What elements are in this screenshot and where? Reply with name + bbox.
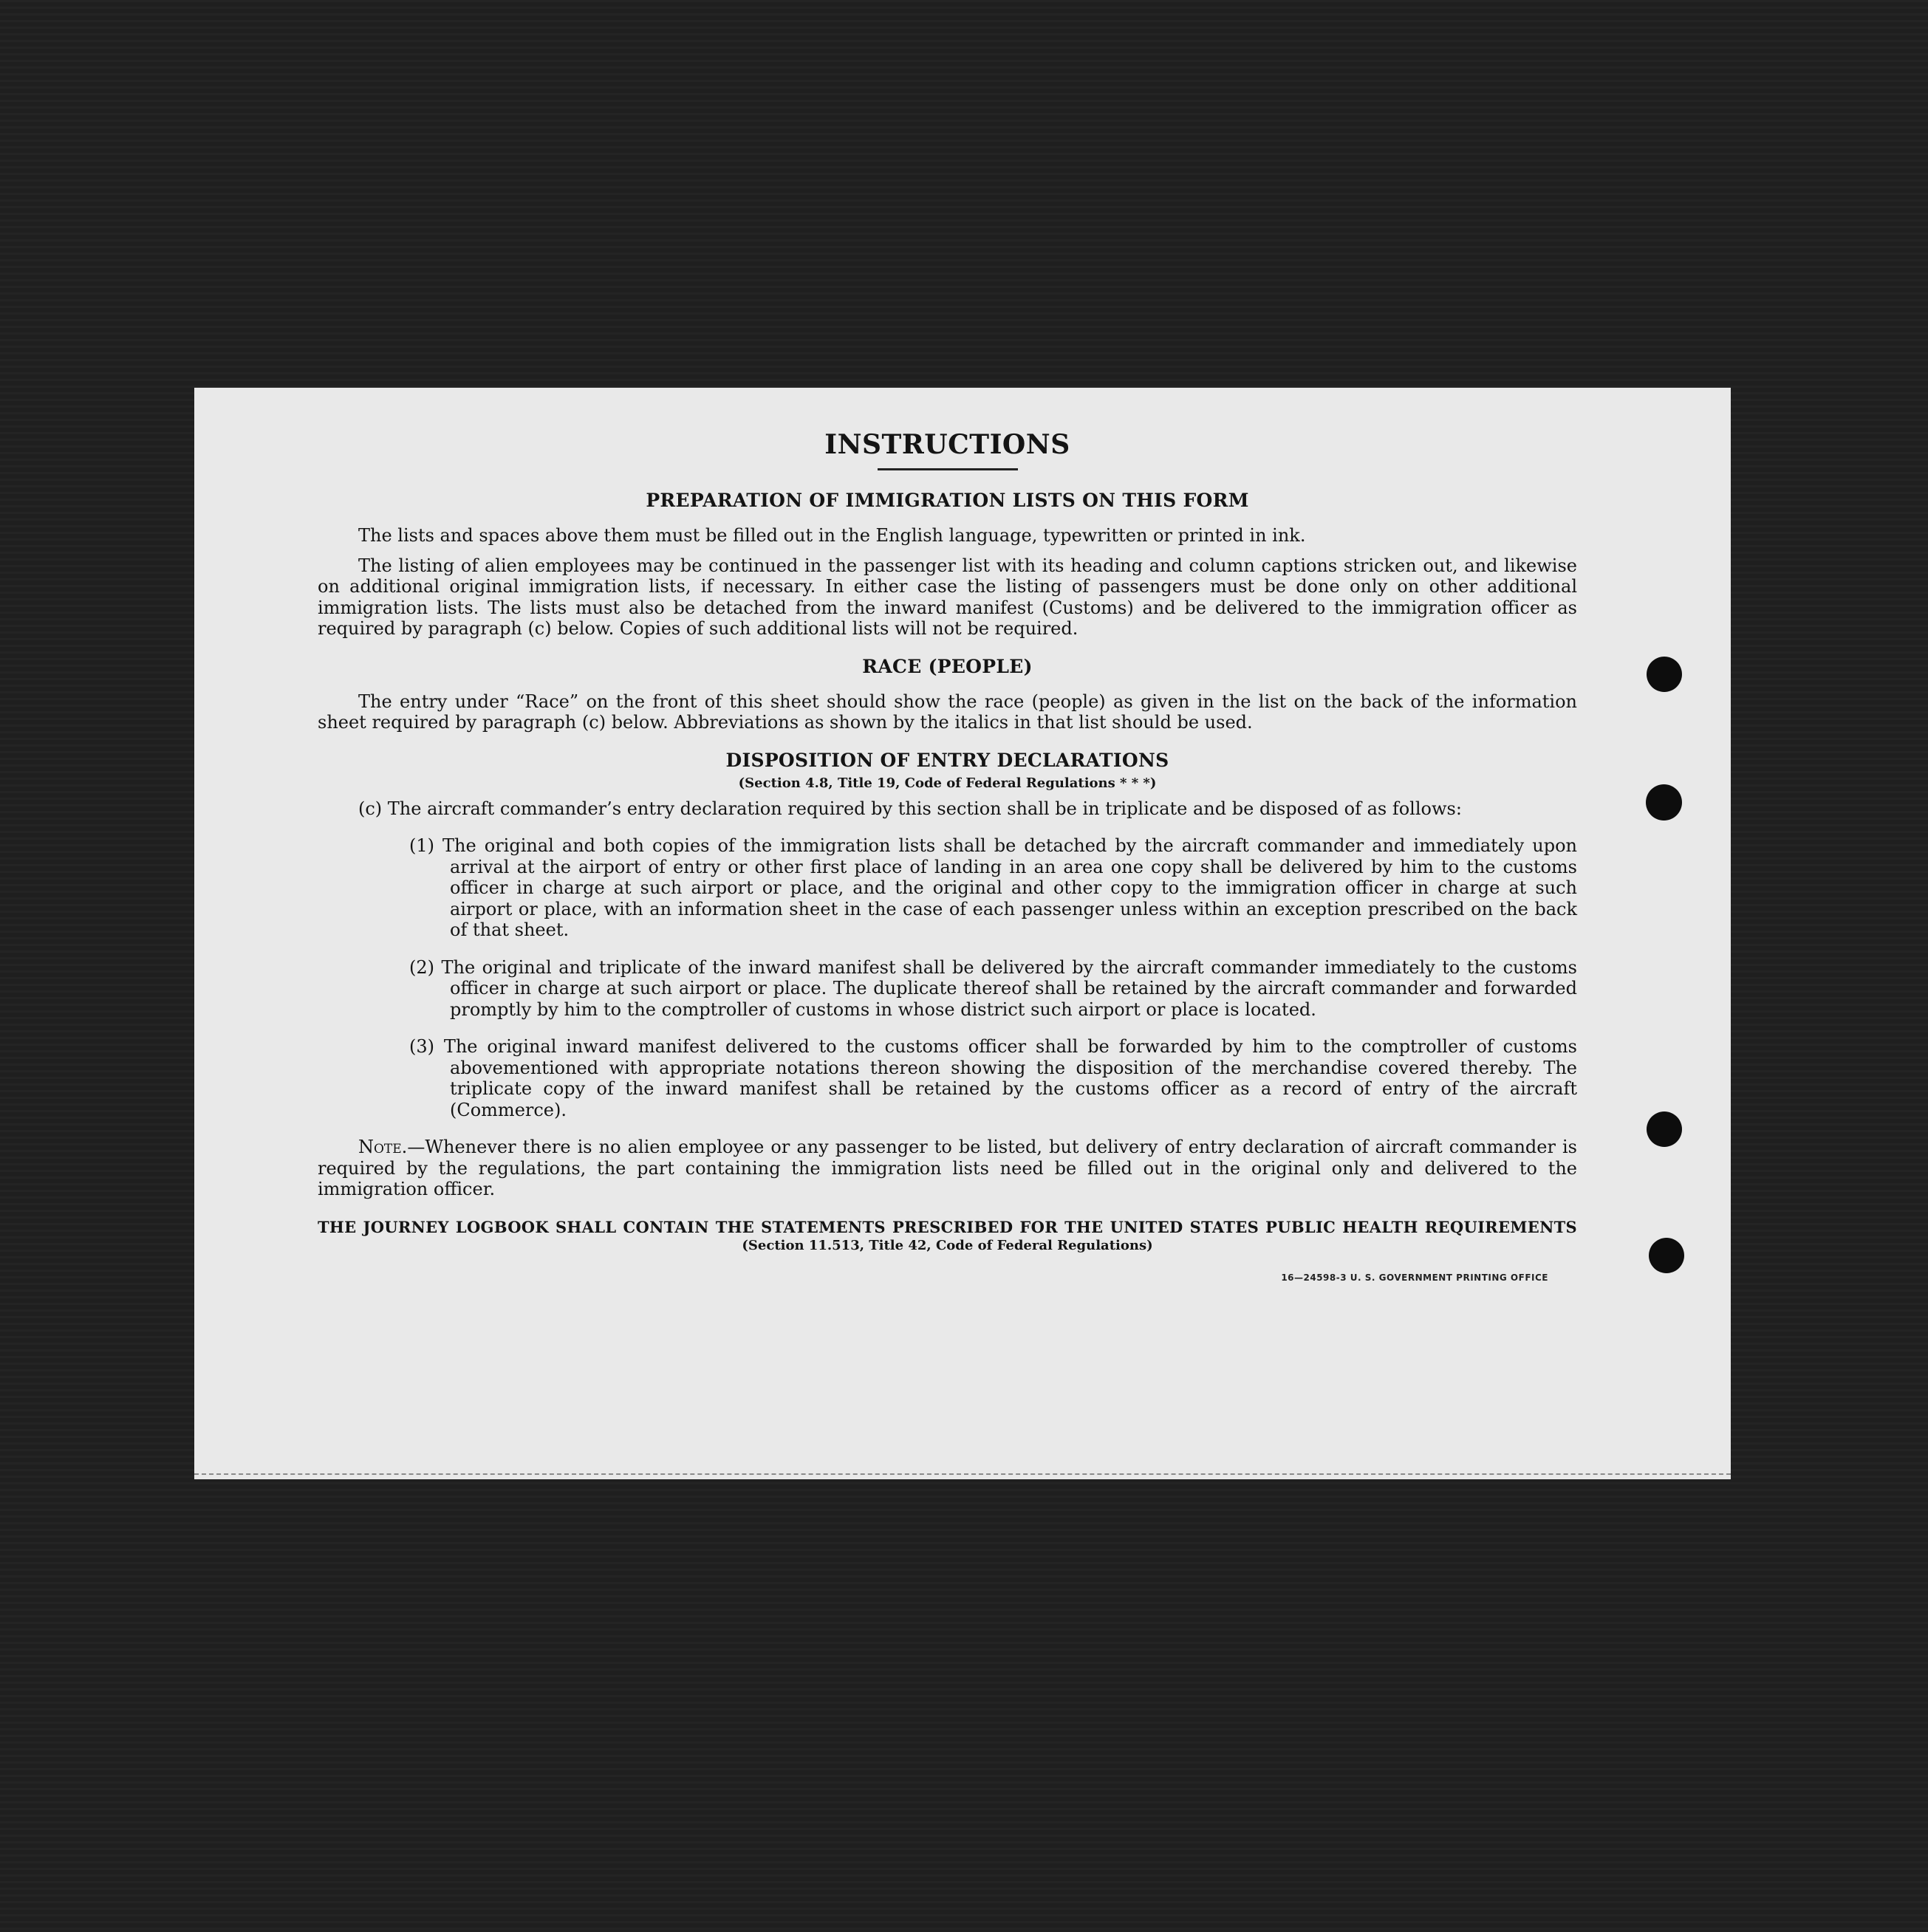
punch-hole-3 [1647,1111,1682,1147]
footer-block [318,1218,1577,1255]
section-preparation [318,490,1577,640]
section-disposition [318,750,1577,1200]
race-heading: RACE (PEOPLE) [862,655,1033,677]
race-paragraph: The entry under “Race” on the front of this sheet should show the race (people) as given in the list on the back of the information sheet required by paragraph (c) below. Abbreviations as shown by the italics in that list should be used. [318,691,1577,733]
sheet-bottom-edge [194,1473,1731,1475]
disposition-citation: (Section 4.8, Title 19, Code of Federal Regulations * * *) [738,775,1157,791]
page-title: INSTRUCTIONS [824,429,1070,460]
note-text: —Whenever there is no alien employee or any passenger to be listed, but delivery of entry declaration of aircraft commander is required by the regulations, the part containing the immigration lists need be filled out in the original only and delivered to the immigration officer. [318,1137,1577,1199]
disposition-item-1: (1) The original and both copies of the immigration lists shall be detached by the aircraft commander and immediately upon arrival at the airport of entry or other first place of landing in an area one copy shall be delivered by him to the customs officer in charge at such airport or place, and the original and other copy to the immigration officer in charge at such airport or place, with an information sheet in the case of each passenger unless within an exception prescribed on the back of that sheet. [409,835,1577,940]
preparation-heading: PREPARATION OF IMMIGRATION LISTS ON THIS FORM [646,490,1249,511]
note-label: Note. [358,1137,408,1157]
title-underline [878,468,1018,470]
preparation-paragraph-1: The lists and spaces above them must be filled out in the English language, typewritten or printed in ink. [358,525,1306,546]
disposition-heading: DISPOSITION OF ENTRY DECLARATIONS [725,749,1169,771]
footer-citation: (Section 11.513, Title 42, Code of Federal Regulations) [742,1237,1153,1253]
footer-statement: THE JOURNEY LOGBOOK SHALL CONTAIN THE STATEMENTS PRESCRIBED FOR THE UNITED STATES PUBLIC HEALTH REQUIREMENTS [318,1217,1577,1236]
printing-office-imprint: 16—24598-3 U. S. GOVERNMENT PRINTING OFFICE [1281,1272,1548,1283]
sheet-content [318,428,1577,1255]
punch-hole-2 [1646,784,1682,821]
disposition-lead: (c) The aircraft commander’s entry declaration required by this section shall be in triplicate and be disposed of as follows: [358,798,1462,819]
disposition-item-3: (3) The original inward manifest delivered to the customs officer shall be forwarded by him to the comptroller of customs abovementioned with appropriate notations thereon showing the disposition of the merchandise covered thereby. The triplicate copy of the inward manifest shall be retained by the customs officer as a record of entry of the aircraft (Commerce). [409,1036,1577,1120]
note-paragraph [318,1137,1577,1200]
punch-hole-1 [1647,657,1682,692]
disposition-item-2: (2) The original and triplicate of the inward manifest shall be delivered by the aircraft commander immediately to the customs officer in charge at such airport or place. The duplicate thereof shall be retained by the aircraft commander and forwarded promptly by him to the comptroller of customs in whose district such airport or place is located. [409,956,1577,1020]
punch-hole-4 [1649,1238,1684,1273]
preparation-paragraph-2: The listing of alien employees may be continued in the passenger list with its heading and column captions stricken out, and likewise on additional original immigration lists, if necessary. In either case the listing of passengers must be done only on other additional immigration lists. The lists must also be detached from the inward manifest (Customs) and be delivered to the immigration officer as required by paragraph (c) below. Copies of such additional lists will not be required. [318,555,1577,639]
instruction-sheet [194,388,1731,1479]
section-race [318,656,1577,733]
